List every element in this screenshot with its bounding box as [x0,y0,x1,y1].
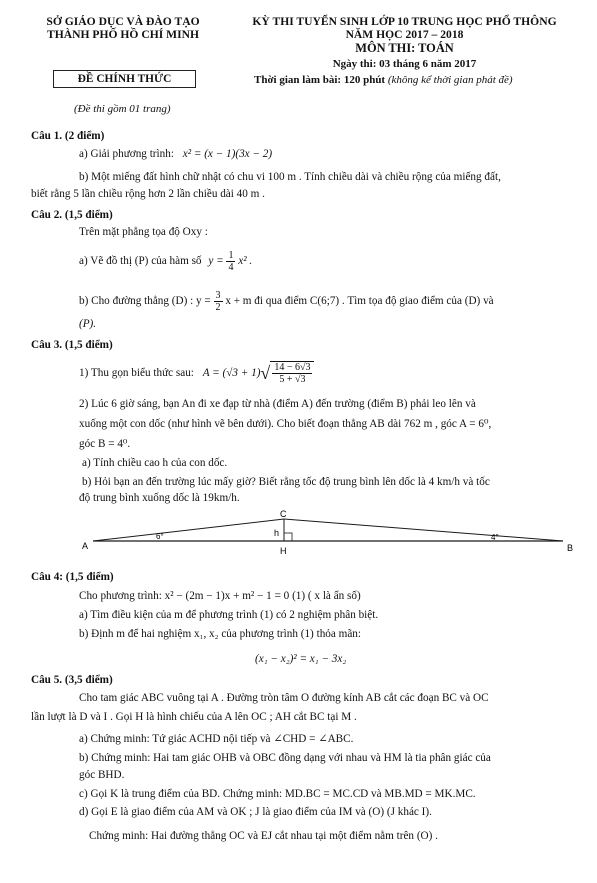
official-badge: ĐỀ CHÍNH THỨC [53,70,196,88]
q3-p1-fraction [272,362,312,385]
city-name: THÀNH PHỐ HỒ CHÍ MINH [46,28,199,41]
q3-a: a) Tính chiều cao h của con dốc. [82,457,228,469]
q5-intro-line1: Cho tam giác ABC vuông tại A . Đường tròn tâm O đường kính AB cắt các đoạn BC và OC [79,692,489,704]
q3-p1-eq-left: A = (√3 + 1) [202,367,261,380]
label-h: H [280,546,287,556]
q2-a-denominator: 4 [228,262,234,273]
q2-b-numerator: 3 [215,290,221,301]
q2-b-fraction [214,290,223,313]
q5-final: Chứng minh: Hai đường thẳng OC và EJ cắt nhau tại một điểm nằm trên (O) . [89,830,438,842]
subject: MÔN THI: TOÁN [355,41,454,55]
q1-b-line1: b) Một miếng đất hình chữ nhật có chu vi 100 m . Tính chiều dài và chiều rộng của miếng đất, [79,171,501,183]
q2-a-text: a) Vẽ đồ thị (P) của hàm số [79,255,202,268]
q3-p1-numerator: 14 − 6√3 [274,362,311,373]
q5-intro-line2: lần lượt là D và I . Gọi H là hình chiếu của A lên OC ; AH cắt BC tại M . [31,711,357,723]
q5-d: d) Gọi E là giao điểm của AM và OK ; J là giao điểm của IM và (O) (J khác I). [79,806,432,818]
pages-note: (Đề thi gồm 01 trang) [74,103,171,115]
q5-b-line2: góc BHD. [79,769,125,781]
q2-b-text2: x + m đi qua điểm C(6;7) . Tìm tọa độ giao điểm của (D) và [225,295,494,308]
q2-a-numerator: 1 [228,250,234,261]
label-b: B [567,543,574,553]
label-height: h [274,528,280,538]
q1-a-text: a) Giải phương trình: [79,148,174,160]
right-angle-mark [284,533,292,541]
segment-ac [93,519,284,541]
q3-p1-text: 1) Thu gọn biểu thức sau: [79,367,194,380]
q2-b-text1: b) Cho đường thẳng (D) : y = [79,295,211,308]
q5-c: c) Gọi K là trung điểm của BD. Chứng minh: MD.BC = MC.CD và MB.MD = MK.MC. [79,788,476,800]
q4-intro: Cho phương trình: x² − (2m − 1)x + m² − 1 = 0 (1) ( x là ẩn số) [79,590,361,602]
q3-p2-line1: 2) Lúc 6 giờ sáng, bạn An đi xe đạp từ nhà (điểm A) đến trường (điểm B) phải leo lên và [79,398,476,410]
q2-a-eq-left: y = [208,255,224,268]
q4-b: b) Định m để hai nghiệm x₁, x₂ của phương trình (1) thỏa mãn: [79,628,362,640]
q1-a [79,148,272,160]
q3-b-line2: độ trung bình xuống dốc là 19km/h. [79,492,240,504]
q3-p2-line3: góc B = 4⁰. [79,438,131,450]
q3-p2-line2: xuống một con dốc (như hình vẽ bên dưới). Cho biết đoạn thẳng AB dài 762 m , góc A = 6⁰, [79,418,492,430]
time-label: Thời gian làm bài: 120 phút [254,74,386,86]
radical-sign: √ [260,363,271,383]
q1-a-equation: x² = (x − 1)(3x − 2) [182,148,273,160]
segment-cb [284,519,563,541]
time-note: (không kể thời gian phát đề) [387,74,513,86]
label-c: C [280,509,287,519]
q2-title: Câu 2. (1,5 điểm) [31,209,113,221]
label-a: A [82,541,89,551]
angle-b-label: 4° [491,533,499,542]
q4-b-equation: (x₁ − x₂)² = x₁ − 3x₂ [255,653,347,665]
q3-title: Câu 3. (1,5 điểm) [31,339,113,351]
q4-title: Câu 4: (1,5 điểm) [31,571,114,583]
q3-p1-denominator: 5 + √3 [279,374,306,385]
q2-a [79,250,252,273]
q5-b-line1: b) Chứng minh: Hai tam giác OHB và OBC đồng dạng với nhau và HM là tia phân giác của [79,752,491,764]
q3-p1-radicand [270,361,314,385]
q2-a-eq-right: x² . [238,255,253,268]
q1-title: Câu 1. (2 điểm) [31,130,105,142]
exam-date: Ngày thi: 03 tháng 6 năm 2017 [332,58,477,70]
exam-title: KỲ THI TUYỂN SINH LỚP 10 TRUNG HỌC PHỔ THÔNG [252,15,557,28]
q3-b-line1: b) Hỏi bạn an đến trường lúc mấy giờ? Biết rằng tốc độ trung bình lên dốc là 4 km/h và tốc [82,476,490,488]
slope-figure [78,506,578,556]
school-year: NĂM HỌC 2017 – 2018 [345,28,464,41]
q2-b [79,290,494,313]
q5-title: Câu 5. (3,5 điểm) [31,674,113,686]
q2-b-denominator: 2 [215,302,221,313]
q2-b-line2: (P). [79,318,97,330]
time-info [254,74,513,86]
q5-a: a) Chứng minh: Tứ giác ACHD nội tiếp và ∠CHD = ∠ABC. [79,733,354,745]
q4-a: a) Tìm điều kiện của m để phương trình (1) có 2 nghiệm phân biệt. [79,609,379,621]
q1-b-line2: biết rằng 5 lần chiều rộng hơn 2 lần chiều dài 40 m . [31,188,265,200]
q3-p1 [79,361,314,385]
department-name: SỞ GIÁO DỤC VÀ ĐÀO TẠO [46,15,200,28]
q2-a-fraction [226,250,235,273]
q2-intro: Trên mặt phẳng tọa độ Oxy : [79,226,208,238]
angle-a-label: 6° [156,532,164,541]
